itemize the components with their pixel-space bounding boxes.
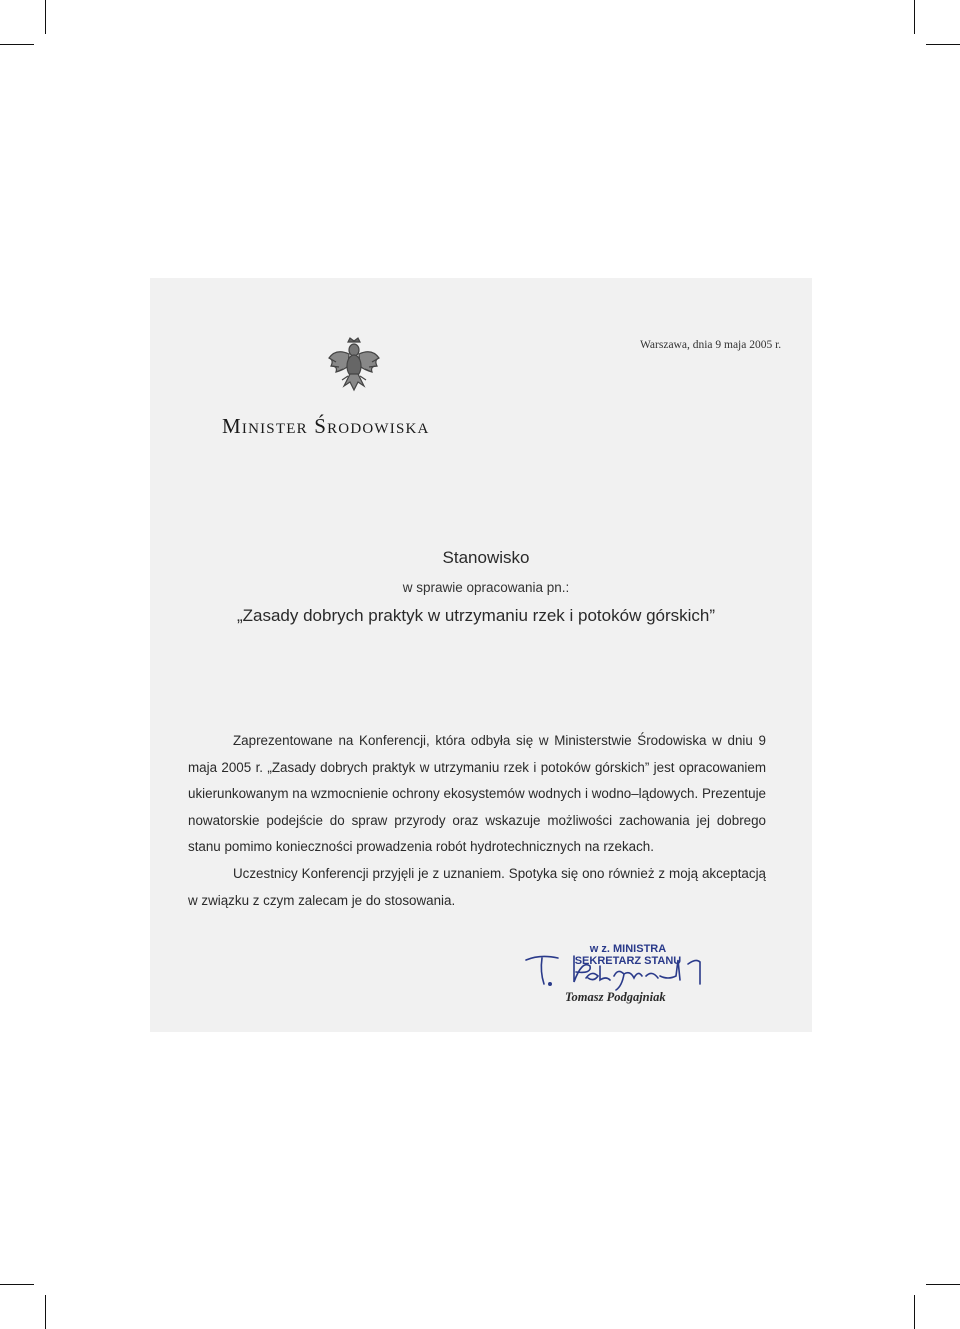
crop-mark-top-right — [914, 0, 915, 34]
document-title — [0, 548, 960, 568]
signatory-name: Tomasz Podgajniak — [565, 990, 666, 1004]
crop-mark-bottom-right-h — [926, 1284, 960, 1285]
minister-heading: Minister Środowiska — [222, 414, 430, 438]
letter-date: Warszawa, dnia 9 maja 2005 r. — [640, 339, 782, 351]
eagle-emblem-icon — [326, 336, 382, 394]
document-title-text: Stanowisko — [442, 548, 530, 567]
letter-body — [188, 728, 766, 914]
crop-mark-bottom-left-h — [0, 1284, 34, 1285]
crop-mark-bottom-left — [45, 1295, 46, 1329]
document-subtitle — [0, 580, 960, 595]
document-name — [0, 606, 960, 626]
body-paragraph-1: Zaprezentowane na Konferencji, która odbyła się w Ministerstwie Środowiska w dniu 9 maja 2005 r. „Zasady dobrych praktyk w utrzymaniu rzek i potoków górskich” jest opracowaniem ukierunkowanym na wzmocnienie ochrony ekosystemów wodnych i wodno–lądowych. Prezentuje nowatorskie podejście do spraw przyrody oraz wskazuje możliwości zachowania jej dobrego stanu pomimo konieczności prowadzenia robót hydrotechnicznych na rzekach. — [188, 733, 766, 855]
crop-mark-top-left — [45, 0, 46, 34]
document-name-text: „Zasady dobrych praktyk w utrzymaniu rzek i potoków górskich” — [236, 606, 716, 625]
crop-mark-top-right-h — [926, 44, 960, 45]
scanned-letter-sheet — [150, 278, 812, 1032]
crop-mark-bottom-right — [914, 1295, 915, 1329]
body-paragraph-2: Uczestnicy Konferencji przyjęli je z uznaniem. Spotyka się ono również z moją akceptacją w związku z czym zalecam je do stosowania. — [188, 865, 766, 908]
crop-mark-top-left-h — [0, 44, 34, 45]
document-subtitle-text: w sprawie opracowania pn.: — [402, 580, 570, 595]
stamp-line-2: SEKRETARZ STANU — [574, 955, 682, 967]
stamp-line-1: w z. MINISTRA — [589, 943, 667, 955]
